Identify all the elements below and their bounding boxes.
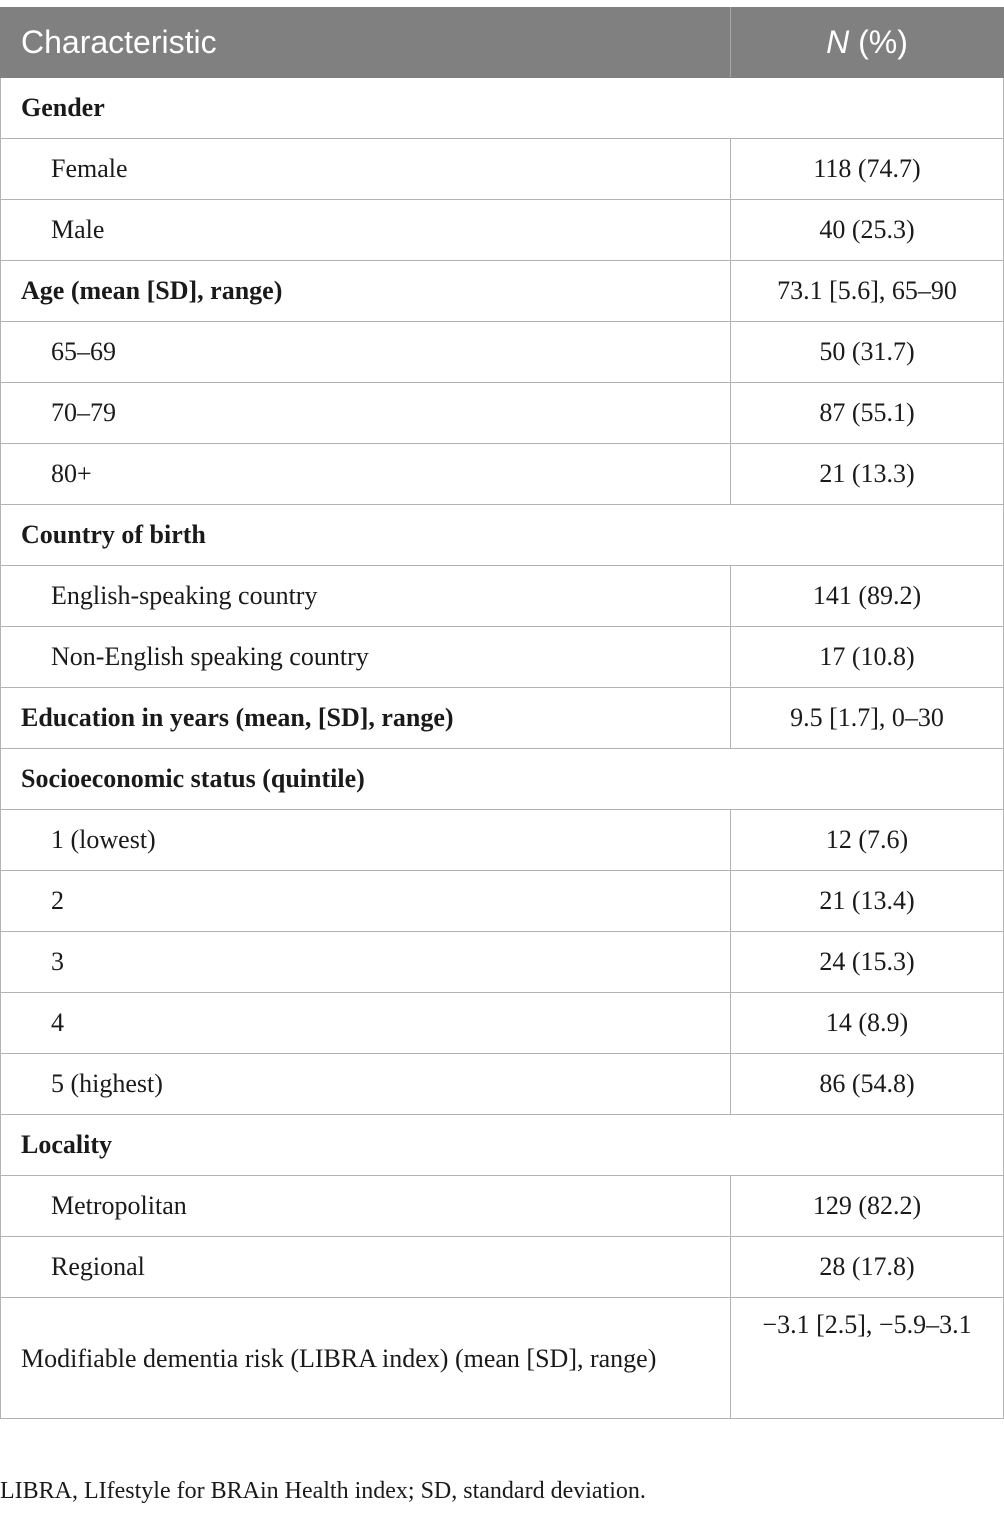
row-value: 40 (25.3) xyxy=(731,200,1004,261)
row-value: 86 (54.8) xyxy=(731,1054,1004,1115)
row-value: 87 (55.1) xyxy=(731,383,1004,444)
row-label: 65–69 xyxy=(1,322,731,383)
header-percent: (%) xyxy=(849,24,908,60)
table-row xyxy=(1,627,1004,688)
table-row xyxy=(1,1237,1004,1298)
table-row xyxy=(1,810,1004,871)
row-value: 141 (89.2) xyxy=(731,566,1004,627)
table-row xyxy=(1,444,1004,505)
characteristics-table xyxy=(0,7,1004,1419)
row-label: English-speaking country xyxy=(1,566,731,627)
row-value: 14 (8.9) xyxy=(731,993,1004,1054)
section-locality xyxy=(1,1115,1004,1176)
row-value: 50 (31.7) xyxy=(731,322,1004,383)
table-row xyxy=(1,871,1004,932)
table-row xyxy=(1,566,1004,627)
row-value: 118 (74.7) xyxy=(731,139,1004,200)
section-country-of-birth xyxy=(1,505,1004,566)
section-label: Socioeconomic status (quintile) xyxy=(1,749,1004,810)
header-characteristic: Characteristic xyxy=(1,8,731,78)
table-row xyxy=(1,993,1004,1054)
header-n-italic: N xyxy=(826,24,850,60)
table-header-row xyxy=(1,8,1004,78)
section-label: Country of birth xyxy=(1,505,1004,566)
row-value: 21 (13.4) xyxy=(731,871,1004,932)
section-age xyxy=(1,261,1004,322)
header-n-percent xyxy=(731,8,1004,78)
row-label: Non-English speaking country xyxy=(1,627,731,688)
row-value: 73.1 [5.6], 65–90 xyxy=(731,261,1004,322)
row-value: 17 (10.8) xyxy=(731,627,1004,688)
row-label: 70–79 xyxy=(1,383,731,444)
table-row xyxy=(1,1176,1004,1237)
row-label: 2 xyxy=(1,871,731,932)
row-label: 1 (lowest) xyxy=(1,810,731,871)
table-row xyxy=(1,139,1004,200)
section-socioeconomic-status xyxy=(1,749,1004,810)
row-label: Female xyxy=(1,139,731,200)
table-row xyxy=(1,322,1004,383)
section-gender xyxy=(1,78,1004,139)
section-label: Gender xyxy=(1,78,1004,139)
section-label: Age (mean [SD], range) xyxy=(1,261,731,322)
table-row xyxy=(1,1054,1004,1115)
section-label: Education in years (mean, [SD], range) xyxy=(1,688,731,749)
row-value: 24 (15.3) xyxy=(731,932,1004,993)
row-label: Male xyxy=(1,200,731,261)
row-label: 3 xyxy=(1,932,731,993)
table-row xyxy=(1,383,1004,444)
table-footnote: LIBRA, LIfestyle for BRAin Health index; SD, standard deviation. xyxy=(0,1478,646,1504)
row-value: 12 (7.6) xyxy=(731,810,1004,871)
row-value: 129 (82.2) xyxy=(731,1176,1004,1237)
row-label: Metropolitan xyxy=(1,1176,731,1237)
row-value: 21 (13.3) xyxy=(731,444,1004,505)
row-label: 5 (highest) xyxy=(1,1054,731,1115)
row-value: −3.1 [2.5], −5.9–3.1 xyxy=(731,1298,1004,1419)
row-value: 28 (17.8) xyxy=(731,1237,1004,1298)
section-education xyxy=(1,688,1004,749)
row-label: 80+ xyxy=(1,444,731,505)
row-label: Regional xyxy=(1,1237,731,1298)
row-libra-index xyxy=(1,1298,1004,1419)
row-label: Modifiable dementia risk (LIBRA index) (mean [SD], range) xyxy=(1,1298,731,1419)
row-label: 4 xyxy=(1,993,731,1054)
section-label: Locality xyxy=(1,1115,1004,1176)
row-value: 9.5 [1.7], 0–30 xyxy=(731,688,1004,749)
table-row xyxy=(1,200,1004,261)
table-row xyxy=(1,932,1004,993)
